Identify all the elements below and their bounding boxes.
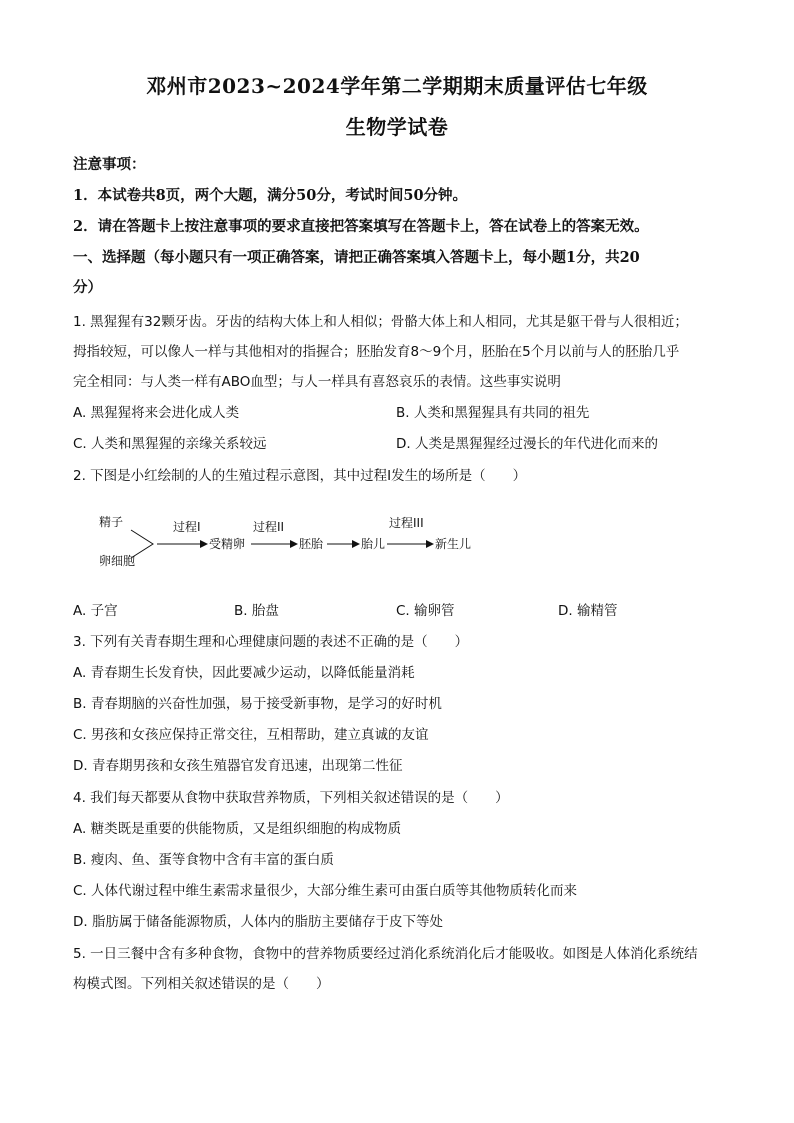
question-2-option-c[interactable]: C. 输卵管 bbox=[396, 603, 455, 619]
question-4-option-c[interactable]: C. 人体代谢过程中维生素需求量很少，大部分维生素可由蛋白质等其他物质转化而来 bbox=[73, 883, 578, 899]
label-process-2: 过程II bbox=[253, 520, 285, 534]
label-process-1: 过程I bbox=[173, 520, 201, 534]
label-sperm: 精子 bbox=[99, 515, 124, 529]
notes-heading: 注意事项： bbox=[73, 156, 146, 173]
question-3-option-b[interactable]: B. 青春期脑的兴奋性加强，易于接受新事物，是学习的好时机 bbox=[73, 696, 442, 712]
question-5-line-2: 构模式图。下列相关叙述错误的是（ ） bbox=[73, 976, 330, 992]
label-newborn: 新生儿 bbox=[435, 537, 472, 551]
question-2-option-b[interactable]: B. 胎盘 bbox=[234, 603, 279, 619]
question-4-option-b[interactable]: B. 瘦肉、鱼、蛋等食物中含有丰富的蛋白质 bbox=[73, 852, 334, 868]
question-3-option-a[interactable]: A. 青春期生长发育快，因此要减少运动，以降低能量消耗 bbox=[73, 665, 415, 681]
question-4-stem: 4. 我们每天都要从食物中获取营养物质，下列相关叙述错误的是（ ） bbox=[73, 790, 509, 806]
question-2-option-d[interactable]: D. 输精管 bbox=[558, 603, 618, 619]
note-item-2: 2．请在答题卡上按注意事项的要求直接把答案填写在答题卡上，答在试卷上的答案无效。 bbox=[73, 218, 649, 235]
note-item-1: 1．本试卷共8页，两个大题，满分50分，考试时间50分钟。 bbox=[73, 187, 468, 204]
reproduction-process-diagram bbox=[95, 510, 515, 570]
question-1-option-a[interactable]: A. 黑猩猩将来会进化成人类 bbox=[73, 405, 240, 421]
question-1-line-3: 完全相同：与人类一样有ABO血型；与人一样具有喜怒哀乐的表情。这些事实说明 bbox=[73, 374, 561, 390]
label-process-3: 过程III bbox=[389, 516, 424, 530]
label-fetus: 胎儿 bbox=[361, 537, 386, 551]
question-1-line-2: 拇指较短，可以像人一样与其他相对的指握合；胚胎发育8～9个月，胚胎在5个月以前与人的胚胎几乎 bbox=[73, 344, 680, 360]
question-1-option-c[interactable]: C. 人类和黑猩猩的亲缘关系较远 bbox=[73, 436, 267, 452]
exam-subtitle: 生物学试卷 bbox=[345, 115, 449, 139]
question-3-option-c[interactable]: C. 男孩和女孩应保持正常交往，互相帮助，建立真诚的友谊 bbox=[73, 727, 429, 743]
question-4-option-a[interactable]: A. 糖类既是重要的供能物质，又是组织细胞的构成物质 bbox=[73, 821, 402, 837]
section-heading: 一、选择题（每小题只有一项正确答案，请把正确答案填入答题卡上，每小题1分，共20 bbox=[73, 249, 640, 266]
question-4-option-d[interactable]: D. 脂肪属于储备能源物质，人体内的脂肪主要储存于皮下等处 bbox=[73, 914, 443, 930]
label-zygote: 受精卵 bbox=[209, 537, 246, 551]
question-1-option-b[interactable]: B. 人类和黑猩猩具有共同的祖先 bbox=[396, 405, 590, 421]
label-embryo: 胚胎 bbox=[299, 537, 324, 551]
question-2-stem: 2. 下图是小红绘制的人的生殖过程示意图，其中过程I发生的场所是（ ） bbox=[73, 468, 527, 484]
exam-title: 邓州市2023~2024学年第二学期期末质量评估七年级 bbox=[146, 74, 648, 98]
label-egg: 卵细胞 bbox=[99, 554, 136, 568]
question-2-option-a[interactable]: A. 子宫 bbox=[73, 603, 118, 619]
question-1-option-d[interactable]: D. 人类是黑猩猩经过漫长的年代进化而来的 bbox=[396, 436, 658, 452]
question-3-option-d[interactable]: D. 青春期男孩和女孩生殖器官发育迅速，出现第二性征 bbox=[73, 758, 403, 774]
question-1-line-1: 1. 黑猩猩有32颗牙齿。牙齿的结构大体上和人相似；骨骼大体上和人相同，尤其是躯干骨与人很相近； bbox=[73, 314, 688, 330]
section-heading-cont: 分） bbox=[73, 279, 102, 296]
question-5-line-1: 5. 一日三餐中含有多种食物，食物中的营养物质要经过消化系统消化后才能吸收。如图是人体消化系统结 bbox=[73, 946, 698, 962]
question-3-stem: 3. 下列有关青春期生理和心理健康问题的表述不正确的是（ ） bbox=[73, 634, 469, 650]
